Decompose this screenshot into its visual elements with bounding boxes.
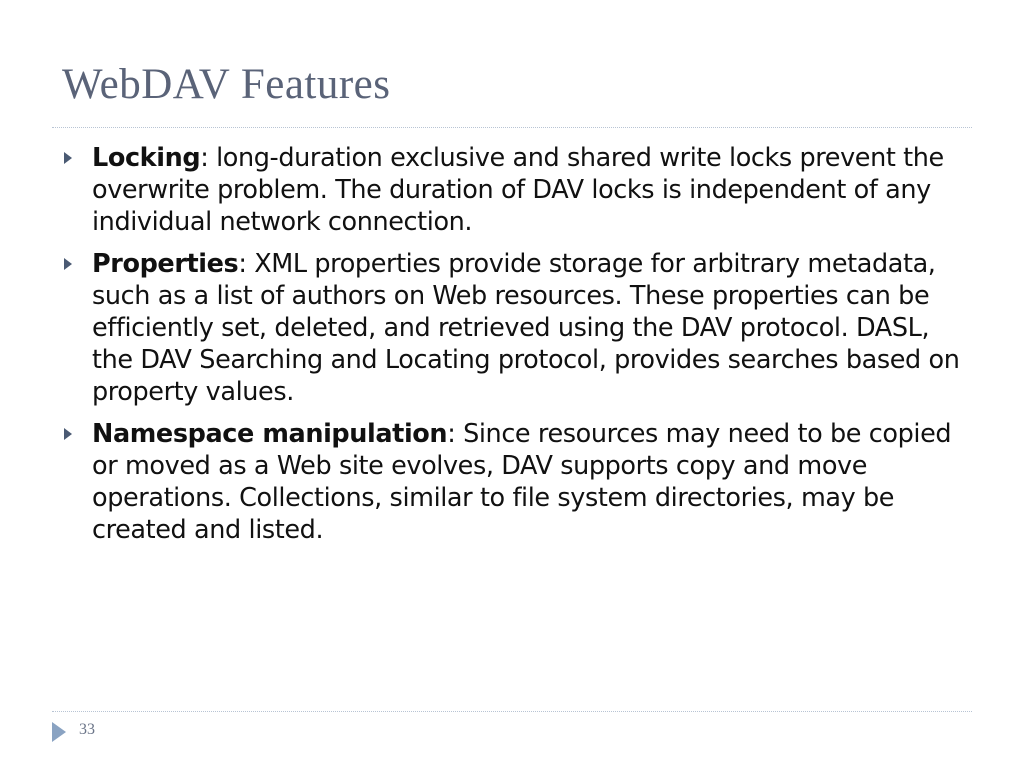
bullet-item-properties — [60, 248, 965, 408]
bullet-term: Namespace manipulation — [92, 419, 448, 449]
slide-title: WebDAV Features — [62, 61, 391, 108]
bullet-item-locking — [60, 142, 965, 238]
bullet-triangle-icon — [64, 152, 72, 164]
bullet-text: : Since resources may need to be copied or moved as a Web site evolves, DAV supports copy and move operations. Collections, similar to file system directories, may be created and listed. — [92, 419, 952, 545]
bullet-triangle-icon — [64, 428, 72, 440]
page-number: 33 — [79, 721, 95, 738]
bullet-text: : long-duration exclusive and shared write locks prevent the overwrite problem. The duration of DAV locks is independent of any individual network connection. — [92, 143, 944, 237]
footer-triangle-icon — [52, 722, 66, 742]
bullet-triangle-icon — [64, 258, 72, 270]
bullet-list — [60, 142, 965, 556]
bullet-text: : XML properties provide storage for arbitrary metadata, such as a list of authors on Web resources. These properties can be efficiently set, deleted, and retrieved using the DAV protocol. DASL, the DAV Searching and Locating protocol, provides searches based on property values. — [92, 249, 960, 407]
bullet-term: Properties — [92, 249, 239, 279]
title-divider — [52, 127, 972, 128]
bullet-term: Locking — [92, 143, 201, 173]
footer-divider — [52, 711, 972, 712]
bullet-item-namespace-manipulation — [60, 418, 965, 546]
